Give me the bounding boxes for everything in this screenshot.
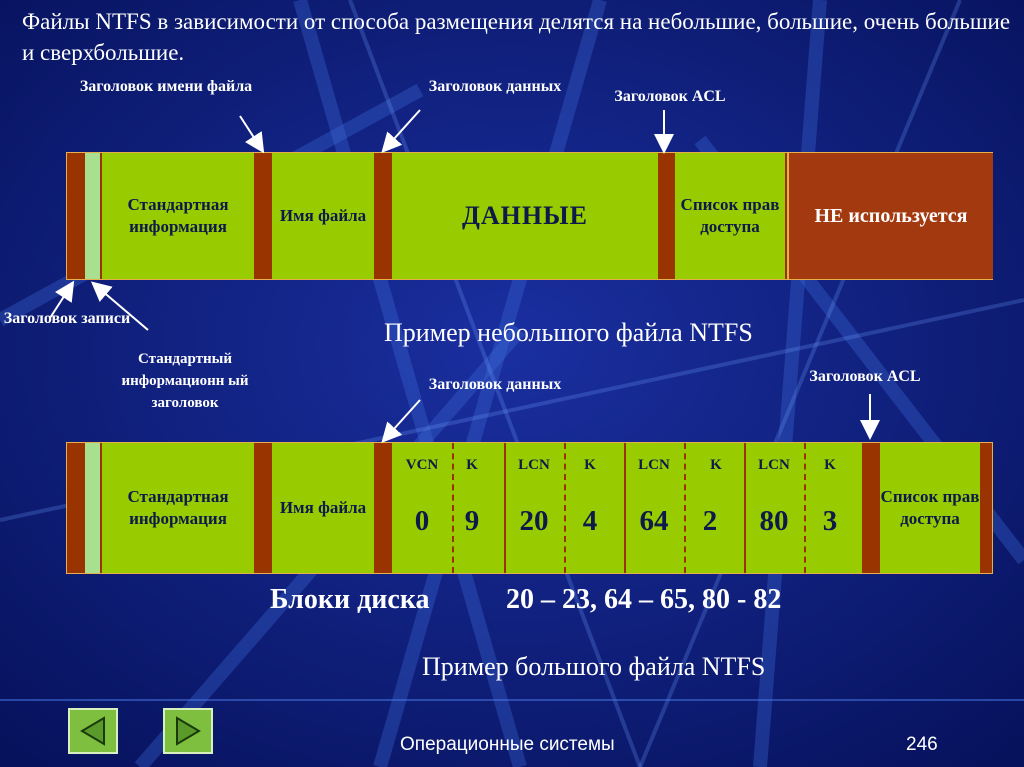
run-3-header-2: K [824, 457, 836, 473]
unused-cell: НЕ используется [787, 153, 993, 279]
run-1-header-1: LCN [518, 457, 550, 473]
std-info-header-cell [85, 153, 100, 279]
disk-blocks-value: 20 – 23, 64 – 65, 80 - 82 [506, 584, 782, 615]
run-0-value-1: 0 [414, 505, 430, 537]
acl-header-label-1: Заголовок ACL [614, 88, 726, 105]
run-0-header-2: K [466, 457, 478, 473]
std-info-header-cell [85, 443, 100, 573]
run-3-value-2: 3 [822, 505, 838, 537]
std-info-header-label: Стандартный информационн ый заголовок [121, 351, 249, 411]
acl-cell: Список прав доступа [675, 153, 785, 279]
run-1-value-1: 20 [519, 505, 549, 537]
small-file-record [66, 152, 993, 280]
run-3-header-1: LCN [758, 457, 790, 473]
triangle-right-icon [165, 710, 211, 752]
filename-cell: Имя файла [272, 443, 374, 573]
run-0-header-1: VCN [405, 457, 439, 473]
run-2-header-1: LCN [638, 457, 670, 473]
std-info-cell: Стандартная информация [102, 153, 254, 279]
data-header-label-1: Заголовок данных [428, 78, 562, 95]
small-file-caption: Пример небольшого файла NTFS [384, 318, 753, 347]
data-runs [392, 443, 862, 573]
data-header-label-2: Заголовок данных [428, 376, 562, 393]
run-0-value-2: 9 [464, 505, 480, 537]
large-file-caption: Пример большого файла NTFS [422, 652, 766, 681]
run-1-value-2: 4 [582, 505, 598, 537]
std-info-cell: Стандартная информация [102, 443, 254, 573]
data-cell: ДАННЫЕ [392, 153, 658, 279]
record-header-label: Заголовок записи [3, 310, 131, 327]
next-slide-button[interactable] [163, 708, 213, 754]
triangle-left-icon [70, 710, 116, 752]
run-2-value-2: 2 [702, 505, 718, 537]
run-3-value-1: 80 [759, 505, 789, 537]
acl-header-label-2: Заголовок ACL [809, 368, 921, 385]
previous-slide-button[interactable] [68, 708, 118, 754]
slide-title: Файлы NTFS в зависимости от способа размещения делятся на небольшие, большие, очень большие и сверхбольшие. [22, 9, 1011, 65]
run-1-header-2: K [584, 457, 596, 473]
filename-header-label: Заголовок имени файла [79, 78, 253, 95]
acl-cell: Список прав доступа [880, 443, 980, 573]
filename-cell: Имя файла [272, 153, 374, 279]
page-number: 246 [906, 734, 938, 755]
run-2-value-1: 64 [639, 505, 669, 537]
disk-blocks-label: Блоки диска [270, 584, 430, 615]
large-file-record [66, 442, 993, 574]
course-name: Операционные системы [400, 734, 615, 755]
run-2-header-2: K [710, 457, 722, 473]
